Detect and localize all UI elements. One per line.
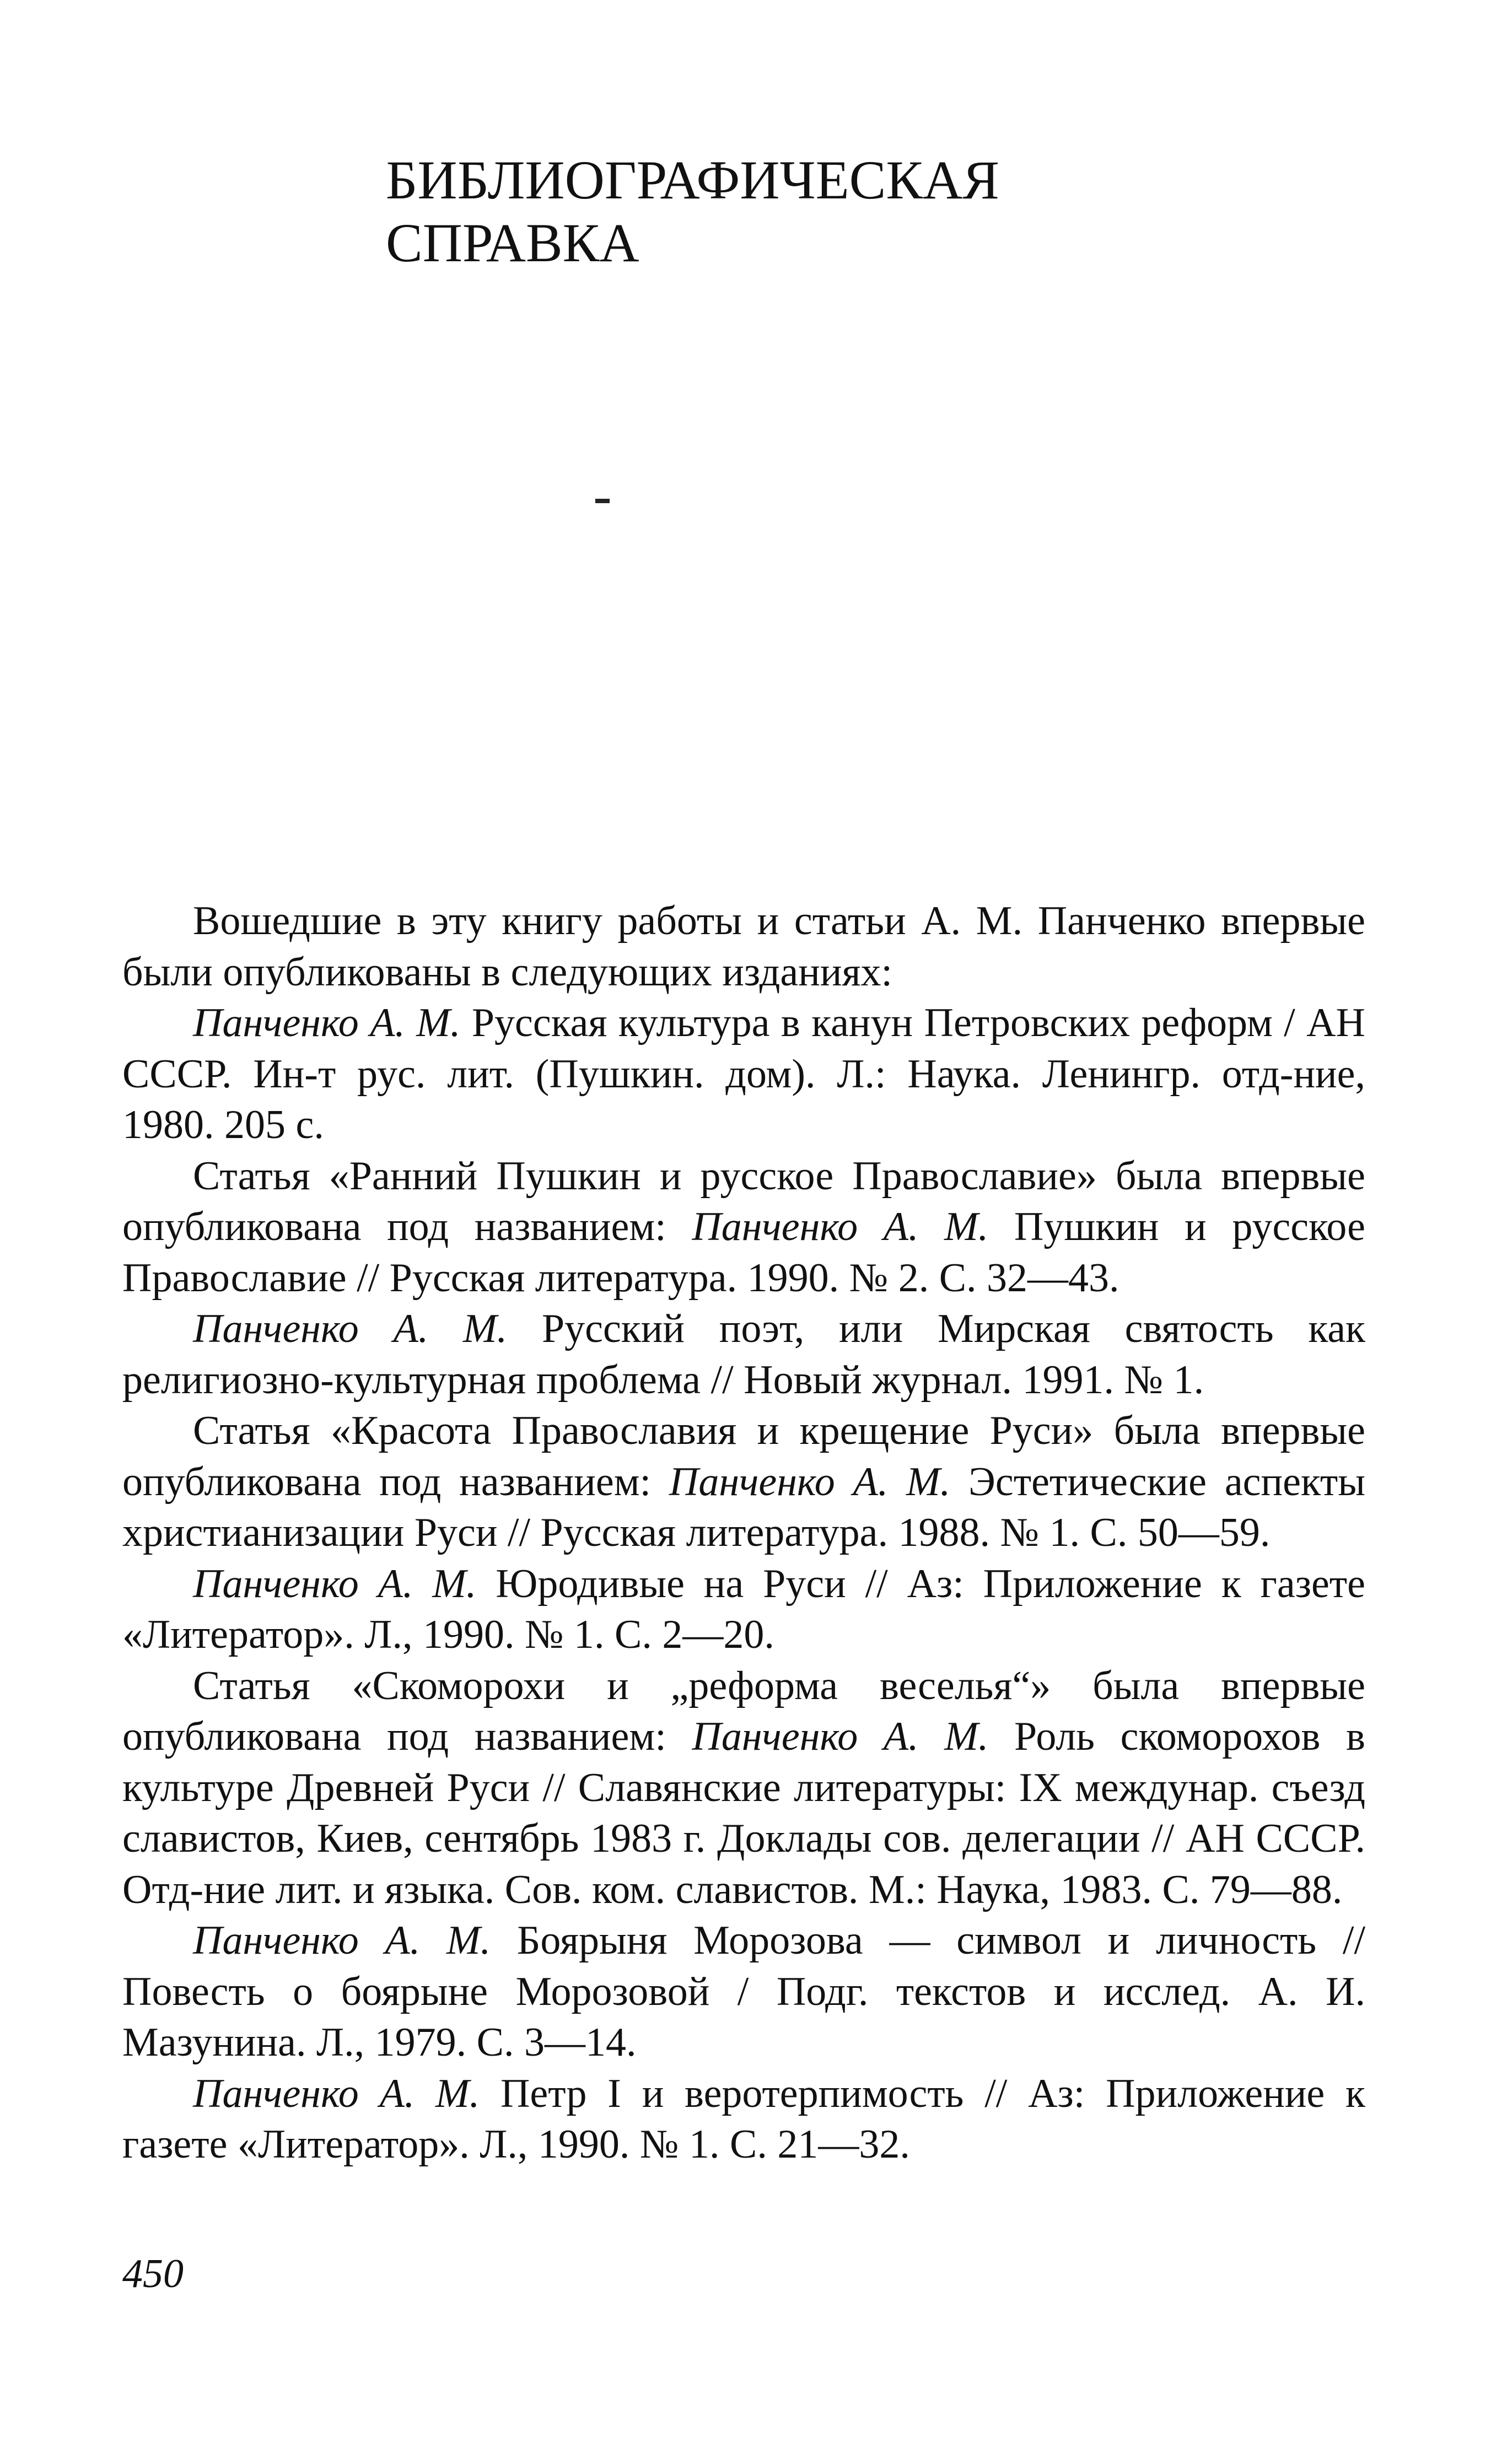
title-line-2: СПРАВКА (386, 212, 639, 273)
bibliography-entry (122, 1915, 1365, 2068)
bibliography-entry (122, 1405, 1365, 1559)
bibliography-body (122, 896, 1365, 2170)
entry-author: Панченко А. М. (193, 2071, 480, 2116)
entry-author: Панченко А. М. (669, 1459, 951, 1505)
entry-author: Панченко А. М. (692, 1714, 989, 1759)
bibliography-entry (122, 1660, 1365, 1916)
entry-author: Панченко А. М. (692, 1204, 989, 1249)
entry-lead: Статья «Красота Православия и крещение Руси» была впервые опубликована под названием: (122, 1408, 1365, 1505)
entry-lead: Статья «Ранний Пушкин и русское Православие» была впервые опубликована под названием: (122, 1153, 1365, 1249)
bibliography-entry (122, 1151, 1365, 1304)
bibliography-entry (122, 2068, 1365, 2170)
page-number: 450 (122, 2251, 184, 2296)
entry-author: Панченко А. М. (193, 1561, 477, 1606)
entry-text: Боярыня Морозова — символ и личность // Повесть о боярыне Морозовой / Подг. текстов и исслед. А. И. Мазунина. Л., 1979. С. 3—14. (122, 1918, 1366, 2065)
title-line-1: БИБЛИОГРАФИЧЕСКАЯ (386, 149, 999, 211)
entry-author: Панченко А. М. (193, 1000, 461, 1045)
page-title (386, 149, 1213, 274)
entry-text: Роль скоморохов в культуре Древней Руси // Славянские литературы: IX междунар. съезд славистов, Киев, сентябрь 1983 г. Доклады сов. делегации // АН СССР. Отд-ние лит. и языка. Сов. ком. славистов. М.: Наука, 1983. С. 79—88. (122, 1714, 1365, 1912)
entry-text: Петр I и веротерпимость // Аз: Приложение к газете «Литератор». Л., 1990. № 1. С. 21—32. (122, 2071, 1365, 2167)
entry-author: Панченко А. М. (193, 1306, 508, 1351)
entry-text: Русская культура в канун Петровских реформ / АН СССР. Ин-т рус. лит. (Пушкин. дом). Л.: Наука. Ленингр. отд-ние, 1980. 205 с. (122, 1000, 1366, 1147)
entry-text: Русский поэт, или Мирская святость как религиозно-культурная проблема // Новый журнал. 1991. № 1. (122, 1306, 1365, 1403)
bibliography-entry (122, 1559, 1365, 1660)
bibliography-entry (122, 1303, 1365, 1405)
bibliography-entry (122, 998, 1365, 1151)
entry-text: Юродивые на Руси // Аз: Приложение к газете «Литератор». Л., 1990. № 1. С. 2—20. (122, 1561, 1365, 1657)
entry-text: Эстетические аспекты христианизации Руси // Русская литература. 1988. № 1. С. 50—59. (122, 1459, 1365, 1555)
entry-text: Пушкин и русское Православие // Русская литература. 1990. № 2. С. 32—43. (122, 1204, 1365, 1301)
stray-dash-mark (595, 499, 610, 503)
entry-lead: Статья «Скоморохи и „реформа веселья“» была впервые опубликована под названием: (122, 1663, 1365, 1759)
entry-author: Панченко А. М. (193, 1918, 491, 1963)
intro-paragraph: Вошедшие в эту книгу работы и статьи А. М. Панченко впервые были опубликованы в следующих изданиях: (122, 898, 1365, 995)
